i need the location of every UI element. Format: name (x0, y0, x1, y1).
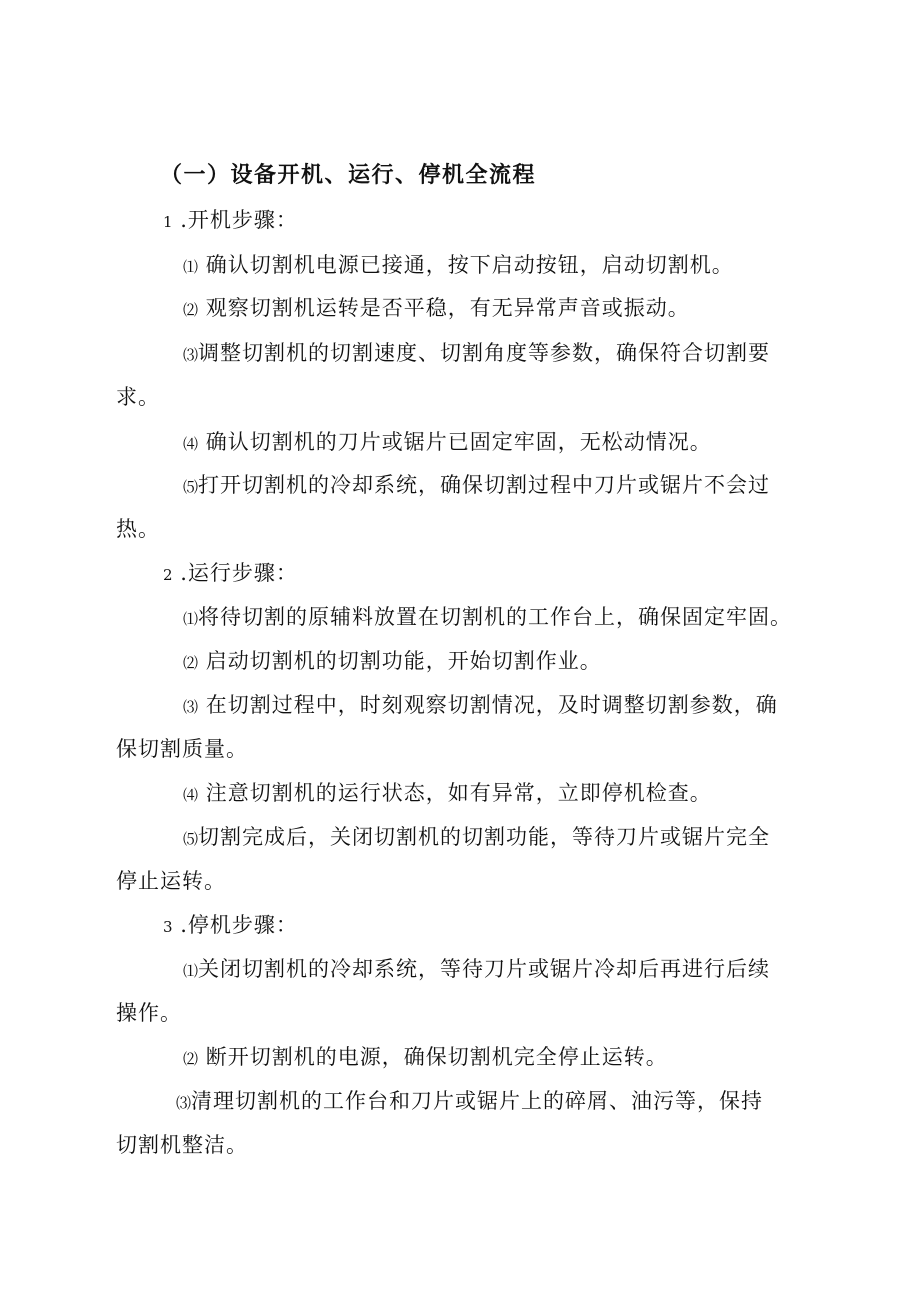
group-number: 2 (163, 566, 173, 584)
item-text-continuation: 求。 (116, 385, 160, 409)
item-text: 确认切割机电源已接通，按下启动按钮，启动切割机。 (205, 253, 734, 277)
item-text: 打开切割机的冷却系统，确保切割过程中刀片或锯片不会过 (198, 473, 771, 497)
item-marker: ⑴ (183, 962, 199, 980)
list-item (183, 293, 690, 325)
group-title: .运行步骤： (180, 561, 298, 585)
list-item (183, 822, 770, 854)
group-2-heading (163, 558, 298, 590)
list-item (183, 338, 770, 370)
item-text: 切割完成后，关闭切割机的切割功能，等待刀片或锯片完全 (198, 825, 771, 849)
item-text: 将待切割的原辅料放置在切割机的工作台上，确保固定牢固。 (198, 605, 793, 629)
group-title: .停机步骤： (180, 913, 298, 937)
group-1-heading (163, 205, 298, 237)
item-marker: ⑷ (183, 435, 199, 453)
list-item (183, 470, 770, 502)
item-marker: ⑵ (183, 301, 199, 319)
item-text: 清理切割机的工作台和刀片或锯片上的碎屑、油污等，保持 (191, 1089, 764, 1113)
item-marker: ⑸ (183, 478, 199, 496)
list-item (176, 1086, 763, 1118)
item-text-continuation: 停止运转。 (116, 869, 226, 893)
group-3-heading (163, 910, 298, 942)
item-marker: ⑶ (183, 698, 199, 716)
item-text-continuation: 操作。 (116, 1001, 182, 1025)
item-text-continuation: 切割机整洁。 (116, 1133, 248, 1157)
item-text: 观察切割机运转是否平稳，有无异常声音或振动。 (205, 296, 690, 320)
group-number: 1 (163, 213, 173, 231)
item-marker: ⑸ (183, 830, 199, 848)
list-item (183, 250, 734, 282)
list-item (183, 690, 778, 722)
list-item (183, 954, 770, 986)
item-text: 启动切割机的切割功能，开始切割作业。 (205, 649, 602, 673)
item-marker: ⑴ (183, 610, 199, 628)
item-text: 关闭切割机的冷却系统，等待刀片或锯片冷却后再进行后续 (198, 957, 771, 981)
list-item (183, 427, 712, 459)
item-text-continuation: 热。 (116, 517, 160, 541)
item-marker: ⑶ (176, 1094, 192, 1112)
list-item (183, 778, 712, 810)
section-title: （一）设备开机、运行、停机全流程 (160, 162, 537, 188)
item-text-continuation: 保切割质量。 (116, 737, 248, 761)
item-marker: ⑷ (183, 786, 199, 804)
item-text: 断开切割机的电源，确保切割机完全停止运转。 (205, 1045, 668, 1069)
group-number: 3 (163, 918, 173, 936)
item-marker: ⑵ (183, 654, 199, 672)
item-text: 调整切割机的切割速度、切割角度等参数，确保符合切割要 (198, 341, 771, 365)
item-text: 在切割过程中，时刻观察切割情况，及时调整切割参数，确 (205, 693, 778, 717)
item-marker: ⑶ (183, 346, 199, 364)
list-item (183, 646, 602, 678)
item-marker: ⑵ (183, 1050, 199, 1068)
item-text: 注意切割机的运行状态，如有异常，立即停机检查。 (205, 781, 712, 805)
group-title: .开机步骤： (180, 208, 298, 232)
list-item (183, 602, 792, 634)
item-marker: ⑴ (183, 258, 199, 276)
list-item (183, 1042, 668, 1074)
item-text: 确认切割机的刀片或锯片已固定牢固，无松动情况。 (205, 430, 712, 454)
